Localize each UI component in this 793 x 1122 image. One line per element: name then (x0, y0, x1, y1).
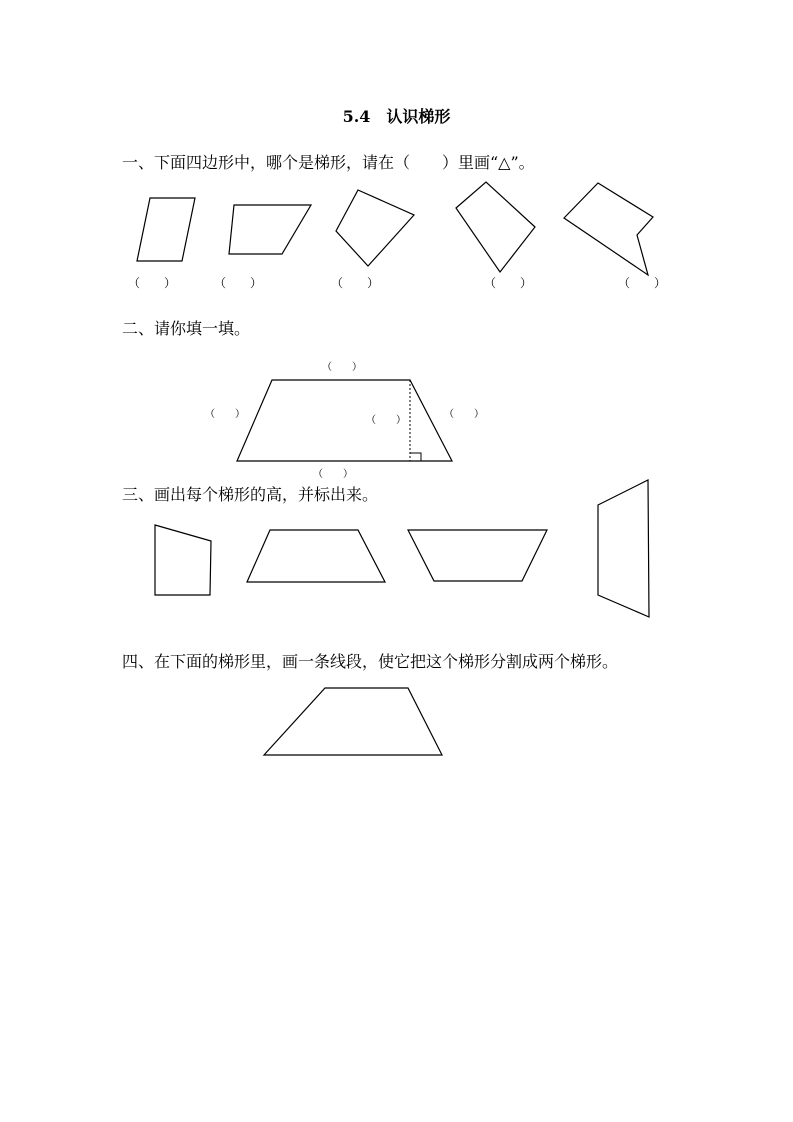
q2-trapezoid (237, 380, 452, 461)
answer-blank-5[interactable]: （ ） (618, 276, 667, 290)
blank-left-leg[interactable]: （ ） (205, 409, 245, 420)
q3-trapezoid-2 (247, 530, 385, 582)
q2-right-angle-mark (410, 453, 421, 461)
answer-blank-3[interactable]: （ ） (331, 276, 380, 290)
q4-trapezoid (264, 688, 442, 755)
answer-blank-4[interactable]: （ ） (484, 276, 533, 290)
q1-quadrilateral-4 (456, 182, 535, 272)
blank-top-base[interactable]: （ ） (322, 362, 362, 373)
q1-pentagon-5 (564, 183, 653, 275)
question-4-prompt: 四、在下面的梯形里，画一条线段，使它把这个梯形分割成两个梯形。 (122, 652, 619, 671)
question-3-prompt: 三、画出每个梯形的高，并标出来。 (122, 485, 379, 504)
blank-height[interactable]: （ ） (366, 415, 406, 426)
question-2-prompt: 二、请你填一填。 (122, 319, 251, 338)
answer-blank-2[interactable]: （ ） (214, 276, 263, 290)
page-title: 5.4 认识梯形 (342, 107, 451, 126)
q1-trapezoid-shape-2 (229, 205, 311, 254)
question-1-prompt: 一、下面四边形中，哪个是梯形，请在（ ）里画“△”。 (122, 153, 535, 172)
q1-parallelogram-1 (137, 198, 195, 261)
q3-inverted-trapezoid (408, 530, 547, 581)
q3-right-trapezoid (155, 525, 211, 595)
answer-blank-1[interactable]: （ ） (128, 276, 177, 290)
q3-vertical-trapezoid (598, 480, 649, 617)
blank-bottom-base[interactable]: （ ） (313, 469, 353, 480)
blank-right-leg[interactable]: （ ） (444, 409, 484, 420)
q1-quadrilateral-3 (336, 190, 414, 266)
